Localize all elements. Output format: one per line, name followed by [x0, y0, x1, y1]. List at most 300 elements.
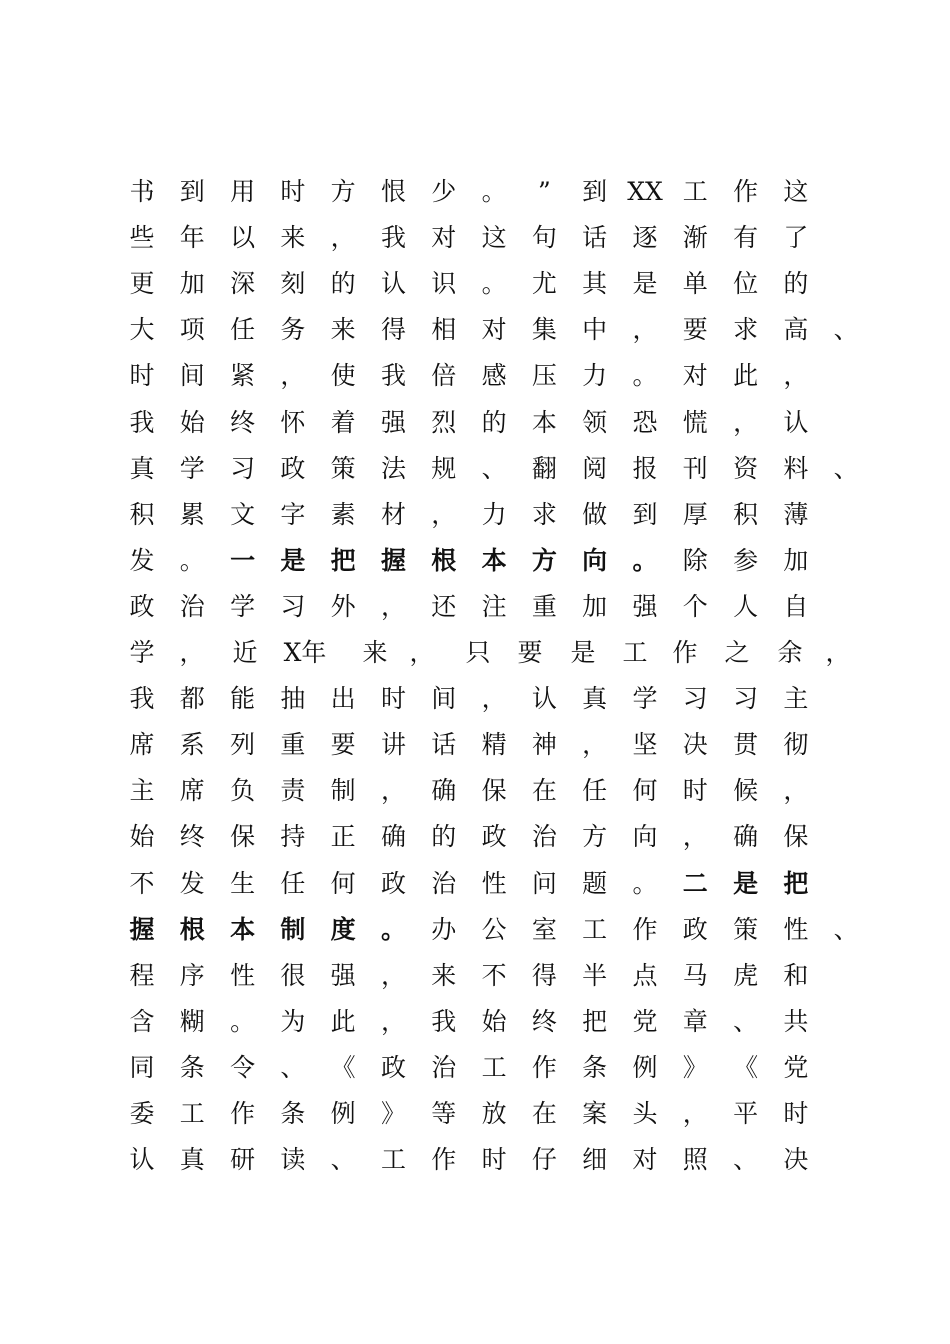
text-char: 题: [582, 868, 608, 898]
text-char: 何: [330, 868, 356, 898]
text-char: 紧: [230, 361, 256, 391]
text-char: ，: [682, 822, 708, 852]
text-char: 是: [570, 638, 596, 667]
text-line: [0, 403, 950, 443]
text-char: 要: [330, 730, 356, 760]
text-char: 平: [733, 1099, 759, 1128]
text-char: 制: [280, 914, 306, 944]
text-char: 马: [682, 960, 708, 990]
text-char: 章: [682, 1006, 708, 1036]
text-char: 。: [230, 1006, 256, 1036]
text-char: 更: [129, 269, 155, 299]
text-char: 、: [833, 315, 859, 345]
text-char: 研: [230, 1145, 256, 1175]
text-char: 我: [380, 223, 406, 253]
text-char: 室: [531, 914, 557, 944]
text-char: 治: [431, 1052, 457, 1082]
text-char: ，: [380, 960, 406, 990]
text-char: 一: [230, 545, 256, 575]
text-char: 程: [129, 960, 155, 990]
text-char: 问: [531, 868, 557, 898]
text-char: 贯: [733, 730, 759, 760]
text-char: 我: [129, 407, 155, 437]
text-char: 不: [481, 960, 507, 990]
text-char: 薄: [783, 499, 809, 529]
text-char: 要: [517, 638, 543, 667]
text-char: 终: [179, 822, 205, 852]
text-char: 保: [481, 776, 507, 806]
text-char: 虎: [733, 960, 759, 990]
text-char: 确: [380, 822, 406, 852]
text-char: 到: [582, 177, 608, 206]
text-char: 以: [230, 223, 256, 253]
text-char: 字: [280, 499, 306, 529]
text-char: 保: [230, 822, 256, 852]
text-char: 力: [582, 361, 608, 391]
text-char: 我: [431, 1006, 457, 1036]
text-char: 这: [783, 177, 809, 206]
text-char: 把: [330, 545, 356, 575]
text-char: 发: [129, 545, 155, 575]
text-char: 单: [682, 269, 708, 299]
text-char: 工: [682, 177, 708, 206]
text-char: 。: [179, 545, 205, 575]
text-line: [0, 587, 950, 627]
text-char: ，: [783, 776, 809, 806]
text-char: 作: [672, 638, 698, 667]
text-char: 本: [481, 545, 507, 575]
text-char: 在: [531, 776, 557, 806]
text-char: 持: [280, 822, 306, 852]
text-char: 料: [783, 453, 809, 483]
text-char: 认: [129, 1145, 155, 1175]
text-char: 政: [481, 822, 507, 852]
text-char: 少: [431, 177, 457, 206]
text-char: 认: [380, 269, 406, 299]
text-char: 习: [280, 591, 306, 621]
text-char: 终: [531, 1006, 557, 1036]
text-char: ，: [380, 776, 406, 806]
text-char: 向: [632, 822, 658, 852]
text-char: 例: [632, 1052, 658, 1082]
text-char: 个: [682, 591, 708, 621]
text-line: [0, 864, 950, 904]
text-char: 时: [129, 361, 155, 391]
text-char: 都: [179, 684, 205, 714]
text-char: 抽: [280, 684, 306, 714]
text-char: 使: [330, 361, 356, 391]
text-char: 时: [380, 684, 406, 714]
text-char: 习: [230, 453, 256, 483]
text-char: 神: [531, 730, 557, 760]
text-char: 积: [733, 499, 759, 529]
text-char: 负: [230, 776, 256, 806]
text-char: 感: [481, 361, 507, 391]
text-char: 政: [682, 914, 708, 944]
text-char: 参: [733, 545, 759, 575]
text-char: 。: [380, 914, 406, 944]
text-char: 把: [582, 1006, 608, 1036]
text-char: 根: [431, 545, 457, 575]
text-char: 对: [481, 315, 507, 345]
text-char: 作: [230, 1099, 256, 1128]
text-char: 工: [179, 1099, 205, 1128]
text-char: 等: [431, 1099, 457, 1128]
text-char: 尤: [531, 269, 557, 299]
text-char: 。: [632, 868, 658, 898]
text-char: 习: [733, 684, 759, 714]
text-char: 其: [582, 269, 608, 299]
text-char: 和: [783, 960, 809, 990]
text-char: 到: [632, 499, 658, 529]
text-char: 着: [330, 407, 356, 437]
text-char: 除: [682, 545, 708, 575]
text-char: 条: [179, 1052, 205, 1082]
text-char: 习: [682, 684, 708, 714]
text-char: 正: [330, 822, 356, 852]
text-char: 资: [733, 453, 759, 483]
text-char: X年: [283, 638, 327, 667]
text-char: 来: [330, 315, 356, 345]
text-char: 握: [129, 914, 155, 944]
text-char: 公: [481, 914, 507, 944]
text-char: 共: [783, 1006, 809, 1036]
text-char: ，: [682, 1099, 708, 1128]
text-char: 人: [733, 591, 759, 621]
text-char: ，: [330, 223, 356, 253]
text-char: 出: [330, 684, 356, 714]
text-char: 根: [179, 914, 205, 944]
text-char: 材: [380, 499, 406, 529]
text-char: 生: [230, 868, 256, 898]
text-line: [0, 310, 950, 350]
text-char: 时: [481, 1145, 507, 1175]
text-line: [0, 172, 950, 212]
text-char: 注: [481, 591, 507, 621]
text-char: 的: [783, 269, 809, 299]
text-char: 慌: [682, 407, 708, 437]
text-char: 终: [230, 407, 256, 437]
text-char: 只: [465, 638, 491, 667]
text-char: 作: [431, 1145, 457, 1175]
text-char: 积: [129, 499, 155, 529]
text-char: 此: [330, 1006, 356, 1036]
text-char: ，: [409, 638, 435, 667]
text-char: 加: [179, 269, 205, 299]
text-char: 素: [330, 499, 356, 529]
text-char: 高: [783, 315, 809, 345]
text-char: 令: [230, 1052, 256, 1082]
text-char: 本: [531, 407, 557, 437]
text-char: 方: [531, 545, 557, 575]
text-char: 逐: [632, 223, 658, 253]
text-char: 工: [481, 1052, 507, 1082]
text-char: 。: [481, 177, 507, 206]
text-line: [0, 449, 950, 489]
text-char: 真: [582, 684, 608, 714]
text-char: 主: [129, 776, 155, 806]
text-char: 书: [129, 177, 155, 206]
text-char: 集: [531, 315, 557, 345]
text-char: 话: [431, 730, 457, 760]
text-char: ，: [380, 591, 406, 621]
text-char: 学: [632, 684, 658, 714]
text-char: 例: [330, 1099, 356, 1128]
text-char: 《: [733, 1052, 759, 1082]
text-char: 了: [783, 223, 809, 253]
text-char: 任: [280, 868, 306, 898]
text-char: 真: [129, 453, 155, 483]
text-char: 委: [129, 1099, 155, 1128]
text-char: 中: [582, 315, 608, 345]
text-char: 项: [179, 315, 205, 345]
text-char: 确: [733, 822, 759, 852]
text-char: 糊: [179, 1006, 205, 1036]
text-char: 对: [632, 1145, 658, 1175]
text-line: [0, 495, 950, 535]
text-char: 任: [230, 315, 256, 345]
text-char: ，: [825, 638, 851, 667]
text-char: 加: [582, 591, 608, 621]
text-char: 讲: [380, 730, 406, 760]
text-char: 时: [682, 776, 708, 806]
text-char: 句: [531, 223, 557, 253]
text-char: 对: [431, 223, 457, 253]
text-char: 位: [733, 269, 759, 299]
text-char: 二: [682, 868, 708, 898]
text-char: 任: [582, 776, 608, 806]
text-char: 策: [733, 914, 759, 944]
text-char: ，: [431, 499, 457, 529]
text-char: 性: [481, 868, 507, 898]
text-char: 恨: [380, 177, 406, 206]
text-char: 压: [531, 361, 557, 391]
text-char: 政: [280, 453, 306, 483]
text-char: ，: [733, 407, 759, 437]
text-char: 确: [431, 776, 457, 806]
text-char: 渐: [682, 223, 708, 253]
text-line: [0, 218, 950, 258]
text-char: 些: [129, 223, 155, 253]
text-char: 政: [129, 591, 155, 621]
text-char: 倍: [431, 361, 457, 391]
text-char: 本: [230, 914, 256, 944]
text-char: 深: [230, 269, 256, 299]
text-char: 怀: [280, 407, 306, 437]
text-char: 阅: [582, 453, 608, 483]
text-char: 真: [179, 1145, 205, 1175]
text-char: 间: [179, 361, 205, 391]
text-char: 、: [280, 1052, 306, 1082]
text-line: [0, 633, 950, 673]
text-char: 列: [230, 730, 256, 760]
text-char: 翻: [531, 453, 557, 483]
text-char: 到: [179, 177, 205, 206]
text-char: 求: [531, 499, 557, 529]
text-char: 保: [783, 822, 809, 852]
text-char: 政: [380, 1052, 406, 1082]
text-char: 放: [481, 1099, 507, 1128]
text-char: 是: [280, 545, 306, 575]
text-char: 重: [531, 591, 557, 621]
text-char: 话: [582, 223, 608, 253]
text-char: 政: [380, 868, 406, 898]
text-char: 办: [431, 914, 457, 944]
text-char: 有: [733, 223, 759, 253]
text-char: 工: [622, 638, 648, 667]
text-char: 作: [531, 1052, 557, 1082]
text-line: [0, 264, 950, 304]
text-char: 头: [632, 1099, 658, 1128]
text-char: 余: [777, 638, 803, 667]
text-char: 是: [733, 868, 759, 898]
text-char: 大: [129, 315, 155, 345]
text-char: 策: [330, 453, 356, 483]
text-char: 工: [380, 1145, 406, 1175]
text-char: 决: [783, 1145, 809, 1175]
text-char: 决: [682, 730, 708, 760]
text-char: 始: [481, 1006, 507, 1036]
text-char: 做: [582, 499, 608, 529]
text-char: 外: [330, 591, 356, 621]
text-char: 识: [431, 269, 457, 299]
text-char: 近: [232, 638, 258, 667]
text-char: 累: [179, 499, 205, 529]
text-line: [0, 1094, 950, 1134]
text-char: 主: [783, 684, 809, 714]
text-char: 。: [481, 269, 507, 299]
text-char: 烈: [431, 407, 457, 437]
text-char: 、: [481, 453, 507, 483]
text-char: 彻: [783, 730, 809, 760]
text-char: 系: [179, 730, 205, 760]
text-char: 把: [783, 868, 809, 898]
text-char: 方: [582, 822, 608, 852]
text-line: [0, 956, 950, 996]
text-char: 间: [431, 684, 457, 714]
text-char: 始: [179, 407, 205, 437]
text-char: ”: [538, 177, 551, 206]
text-char: 条: [582, 1052, 608, 1082]
text-char: 很: [280, 960, 306, 990]
text-char: 认: [783, 407, 809, 437]
text-char: 文: [230, 499, 256, 529]
text-char: 要: [682, 315, 708, 345]
text-char: ，: [380, 1006, 406, 1036]
text-char: 席: [129, 730, 155, 760]
text-char: 坚: [632, 730, 658, 760]
text-char: 恐: [632, 407, 658, 437]
text-char: 、: [733, 1145, 759, 1175]
text-char: XX: [627, 177, 663, 206]
text-line: [0, 771, 950, 811]
text-char: 、: [733, 1006, 759, 1036]
text-char: ，: [582, 730, 608, 760]
text-char: 方: [330, 177, 356, 206]
text-char: 点: [632, 960, 658, 990]
text-char: ，: [280, 361, 306, 391]
text-char: 治: [431, 868, 457, 898]
text-char: 学: [179, 453, 205, 483]
text-char: 候: [733, 776, 759, 806]
text-char: 、: [833, 914, 859, 944]
text-char: 作: [733, 177, 759, 206]
text-char: 我: [129, 684, 155, 714]
text-char: 向: [582, 545, 608, 575]
text-char: 此: [733, 361, 759, 391]
text-line: [0, 725, 950, 765]
text-char: 》: [380, 1099, 406, 1128]
text-line: [0, 541, 950, 581]
text-char: 始: [129, 822, 155, 852]
text-char: 责: [280, 776, 306, 806]
text-char: 党: [632, 1006, 658, 1036]
text-char: 规: [431, 453, 457, 483]
text-char: 时: [783, 1099, 809, 1128]
text-char: 用: [230, 177, 256, 206]
text-char: 相: [431, 315, 457, 345]
text-char: 制: [330, 776, 356, 806]
text-char: 务: [280, 315, 306, 345]
text-char: 握: [380, 545, 406, 575]
text-char: 读: [280, 1145, 306, 1175]
text-char: 治: [531, 822, 557, 852]
text-char: 我: [380, 361, 406, 391]
text-char: 案: [582, 1099, 608, 1128]
text-char: 是: [632, 269, 658, 299]
text-char: 这: [481, 223, 507, 253]
text-char: 认: [531, 684, 557, 714]
text-line: [0, 1140, 950, 1180]
text-line: [0, 1002, 950, 1042]
text-char: 来: [431, 960, 457, 990]
text-char: 年: [179, 223, 205, 253]
text-char: ，: [632, 315, 658, 345]
text-char: 重: [280, 730, 306, 760]
text-char: 不: [129, 868, 155, 898]
text-char: 治: [179, 591, 205, 621]
text-char: 之: [724, 638, 750, 667]
text-char: ，: [783, 361, 809, 391]
text-char: 在: [531, 1099, 557, 1128]
text-char: 求: [733, 315, 759, 345]
text-char: 性: [230, 960, 256, 990]
text-char: 时: [280, 177, 306, 206]
text-char: 性: [783, 914, 809, 944]
text-char: 学: [129, 638, 155, 667]
text-char: 能: [230, 684, 256, 714]
text-char: ，: [481, 684, 507, 714]
text-char: 的: [481, 407, 507, 437]
text-char: 强: [380, 407, 406, 437]
text-char: 厚: [682, 499, 708, 529]
text-line: [0, 679, 950, 719]
text-char: 自: [783, 591, 809, 621]
text-char: 为: [280, 1006, 306, 1036]
text-char: 领: [582, 407, 608, 437]
text-char: 强: [330, 960, 356, 990]
text-char: 来: [280, 223, 306, 253]
text-char: 报: [632, 453, 658, 483]
text-char: 学: [230, 591, 256, 621]
text-char: 得: [531, 960, 557, 990]
text-char: 法: [380, 453, 406, 483]
text-char: 。: [632, 545, 658, 575]
text-char: 含: [129, 1006, 155, 1036]
text-char: ，: [179, 638, 205, 667]
text-line: [0, 817, 950, 857]
text-char: 条: [280, 1099, 306, 1128]
